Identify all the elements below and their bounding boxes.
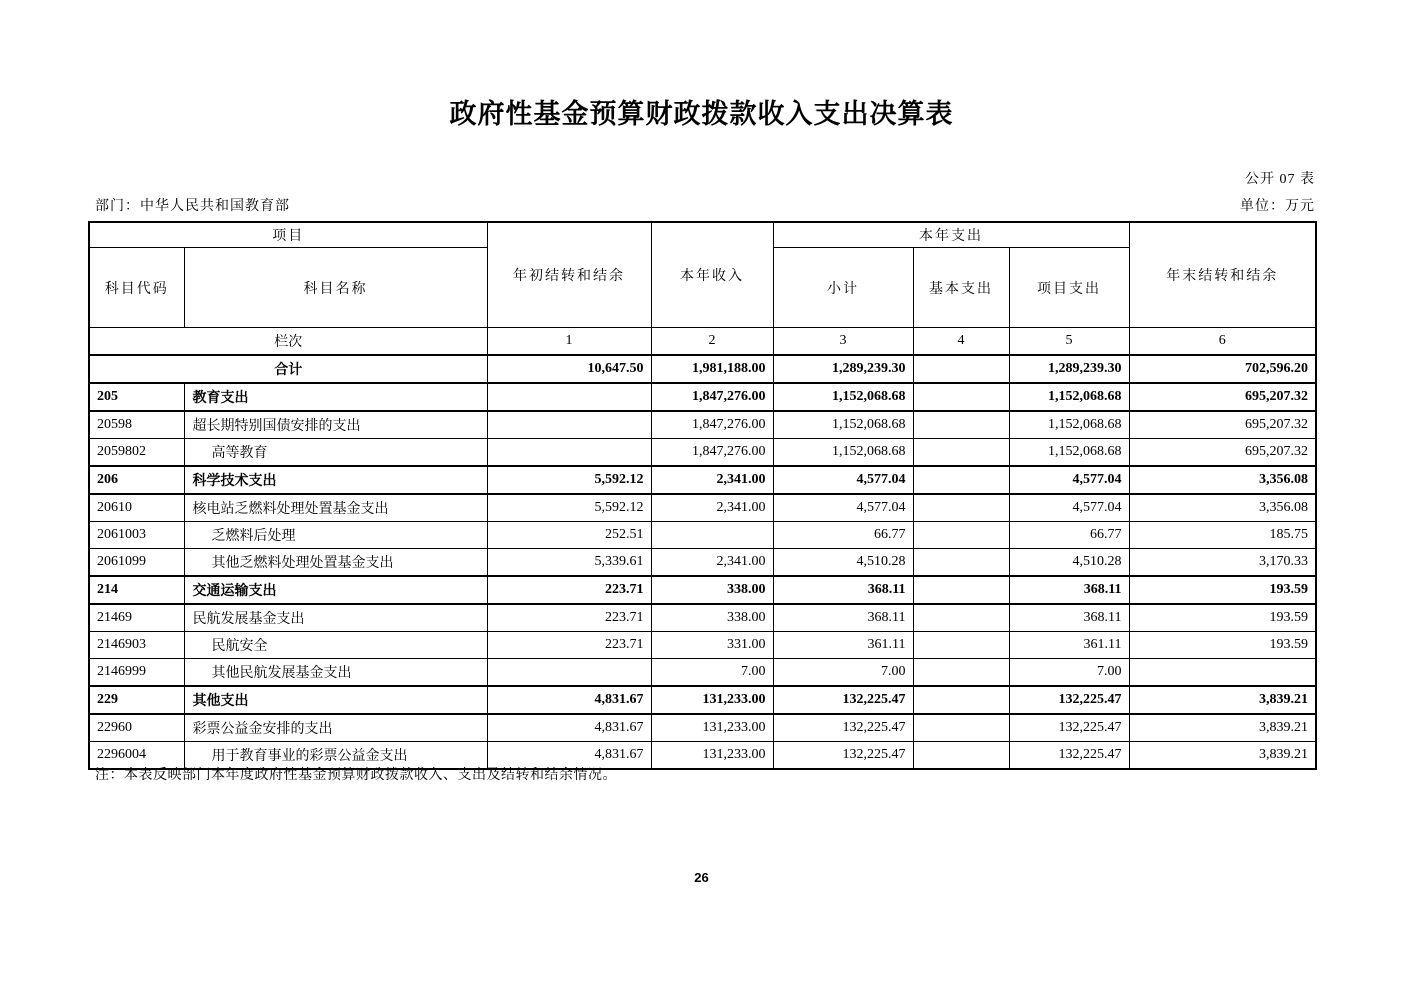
header-beginning-balance: 年初结转和结余 bbox=[487, 222, 651, 328]
value-cell: 132,225.47 bbox=[1009, 714, 1129, 742]
subject-name-cell: 民航安全 bbox=[184, 632, 487, 659]
value-cell: 3,356.08 bbox=[1129, 494, 1316, 522]
value-cell: 695,207.32 bbox=[1129, 411, 1316, 439]
value-cell: 4,510.28 bbox=[1009, 549, 1129, 577]
budget-table bbox=[88, 221, 1317, 770]
table-row bbox=[89, 439, 1316, 467]
column-index: 3 bbox=[773, 328, 913, 356]
value-cell bbox=[913, 659, 1009, 687]
value-cell bbox=[651, 522, 773, 549]
table-row bbox=[89, 604, 1316, 632]
value-cell: 2,341.00 bbox=[651, 466, 773, 494]
value-cell: 4,577.04 bbox=[773, 466, 913, 494]
value-cell: 66.77 bbox=[773, 522, 913, 549]
value-cell: 4,577.04 bbox=[1009, 494, 1129, 522]
value-cell: 223.71 bbox=[487, 604, 651, 632]
table-row bbox=[89, 522, 1316, 549]
header-subject-code: 科目代码 bbox=[89, 248, 184, 328]
value-cell: 1,152,068.68 bbox=[1009, 439, 1129, 467]
subject-name-cell: 教育支出 bbox=[184, 383, 487, 411]
value-cell: 3,839.21 bbox=[1129, 686, 1316, 714]
value-cell: 7.00 bbox=[1009, 659, 1129, 687]
value-cell: 132,225.47 bbox=[773, 686, 913, 714]
subject-code-cell: 205 bbox=[89, 383, 184, 411]
table-row bbox=[89, 383, 1316, 411]
column-index: 5 bbox=[1009, 328, 1129, 356]
value-cell: 368.11 bbox=[1009, 604, 1129, 632]
header-row-1 bbox=[89, 222, 1316, 248]
value-cell: 193.59 bbox=[1129, 604, 1316, 632]
value-cell: 4,831.67 bbox=[487, 686, 651, 714]
table-row-total bbox=[89, 355, 1316, 383]
subject-code-cell: 20598 bbox=[89, 411, 184, 439]
unit-label: 单位：万元 bbox=[1240, 199, 1315, 214]
value-cell: 1,847,276.00 bbox=[651, 383, 773, 411]
subject-code-cell: 2146999 bbox=[89, 659, 184, 687]
value-cell: 4,831.67 bbox=[487, 714, 651, 742]
column-index: 1 bbox=[487, 328, 651, 356]
value-cell: 5,592.12 bbox=[487, 494, 651, 522]
value-cell bbox=[913, 383, 1009, 411]
value-cell: 695,207.32 bbox=[1129, 383, 1316, 411]
value-cell: 331.00 bbox=[651, 632, 773, 659]
subject-name-cell: 其他乏燃料处理处置基金支出 bbox=[184, 549, 487, 577]
value-cell: 193.59 bbox=[1129, 576, 1316, 604]
subject-name-cell: 其他支出 bbox=[184, 686, 487, 714]
value-cell: 223.71 bbox=[487, 632, 651, 659]
subject-code-cell: 2059802 bbox=[89, 439, 184, 467]
value-cell bbox=[487, 659, 651, 687]
value-cell bbox=[487, 439, 651, 467]
value-cell: 4,577.04 bbox=[1009, 466, 1129, 494]
header-ending-balance: 年末结转和结余 bbox=[1129, 222, 1316, 328]
value-cell: 132,225.47 bbox=[1009, 686, 1129, 714]
value-cell: 223.71 bbox=[487, 576, 651, 604]
value-cell bbox=[913, 742, 1009, 770]
value-cell: 361.11 bbox=[1009, 632, 1129, 659]
subject-name-cell: 乏燃料后处理 bbox=[184, 522, 487, 549]
header-subtotal: 小计 bbox=[773, 248, 913, 328]
table-row bbox=[89, 659, 1316, 687]
subject-name-cell: 核电站乏燃料处理处置基金支出 bbox=[184, 494, 487, 522]
table-row bbox=[89, 549, 1316, 577]
value-cell: 5,592.12 bbox=[487, 466, 651, 494]
value-cell bbox=[913, 411, 1009, 439]
value-cell: 132,225.47 bbox=[773, 714, 913, 742]
subject-code-cell: 2146903 bbox=[89, 632, 184, 659]
table-row bbox=[89, 686, 1316, 714]
value-cell bbox=[913, 439, 1009, 467]
value-cell: 368.11 bbox=[1009, 576, 1129, 604]
page-title: 政府性基金预算财政拨款收入支出决算表 bbox=[449, 99, 954, 129]
value-cell: 252.51 bbox=[487, 522, 651, 549]
value-cell: 3,356.08 bbox=[1129, 466, 1316, 494]
subject-code-cell: 21469 bbox=[89, 604, 184, 632]
value-cell bbox=[487, 411, 651, 439]
value-cell bbox=[913, 686, 1009, 714]
header-current-expenditure: 本年支出 bbox=[773, 222, 1129, 248]
value-cell bbox=[913, 494, 1009, 522]
subject-name-cell: 彩票公益金安排的支出 bbox=[184, 714, 487, 742]
value-cell: 368.11 bbox=[773, 576, 913, 604]
value-cell: 338.00 bbox=[651, 576, 773, 604]
value-cell: 4,510.28 bbox=[773, 549, 913, 577]
value-cell: 66.77 bbox=[1009, 522, 1129, 549]
table-row bbox=[89, 714, 1316, 742]
subject-name-cell: 高等教育 bbox=[184, 439, 487, 467]
value-cell: 1,152,068.68 bbox=[773, 411, 913, 439]
column-index-row bbox=[89, 328, 1316, 356]
value-cell: 1,847,276.00 bbox=[651, 439, 773, 467]
value-cell: 5,339.61 bbox=[487, 549, 651, 577]
value-cell bbox=[913, 632, 1009, 659]
header-project: 项目 bbox=[89, 222, 487, 248]
subject-code-cell: 214 bbox=[89, 576, 184, 604]
value-cell bbox=[913, 466, 1009, 494]
table-row bbox=[89, 576, 1316, 604]
value-cell: 4,577.04 bbox=[773, 494, 913, 522]
value-cell: 361.11 bbox=[773, 632, 913, 659]
subject-name-cell: 民航发展基金支出 bbox=[184, 604, 487, 632]
footnote: 注：本表反映部门本年度政府性基金预算财政拨款收入、支出及结转和结余情况。 bbox=[95, 768, 617, 783]
value-cell: 702,596.20 bbox=[1129, 355, 1316, 383]
value-cell: 3,839.21 bbox=[1129, 714, 1316, 742]
value-cell bbox=[1129, 659, 1316, 687]
value-cell: 338.00 bbox=[651, 604, 773, 632]
value-cell: 132,225.47 bbox=[1009, 742, 1129, 770]
value-cell bbox=[913, 522, 1009, 549]
meta-row bbox=[95, 195, 1315, 215]
subject-name-cell: 用于教育事业的彩票公益金支出 bbox=[184, 742, 487, 770]
value-cell: 3,170.33 bbox=[1129, 549, 1316, 577]
value-cell: 1,152,068.68 bbox=[773, 383, 913, 411]
value-cell: 1,847,276.00 bbox=[651, 411, 773, 439]
value-cell bbox=[913, 604, 1009, 632]
value-cell: 3,839.21 bbox=[1129, 742, 1316, 770]
page-number: 26 bbox=[694, 870, 709, 885]
subject-code-cell: 20610 bbox=[89, 494, 184, 522]
header-project-expenditure: 项目支出 bbox=[1009, 248, 1129, 328]
value-cell: 10,647.50 bbox=[487, 355, 651, 383]
value-cell: 4,831.67 bbox=[487, 742, 651, 770]
value-cell: 7.00 bbox=[651, 659, 773, 687]
table-row bbox=[89, 411, 1316, 439]
value-cell: 1,152,068.68 bbox=[1009, 411, 1129, 439]
value-cell bbox=[913, 355, 1009, 383]
subject-code-cell: 2061003 bbox=[89, 522, 184, 549]
subject-code-cell: 229 bbox=[89, 686, 184, 714]
column-index: 2 bbox=[651, 328, 773, 356]
value-cell: 368.11 bbox=[773, 604, 913, 632]
value-cell: 1,152,068.68 bbox=[773, 439, 913, 467]
subject-name-cell: 超长期特别国债安排的支出 bbox=[184, 411, 487, 439]
value-cell: 2,341.00 bbox=[651, 494, 773, 522]
table-row bbox=[89, 632, 1316, 659]
value-cell bbox=[913, 576, 1009, 604]
table-row bbox=[89, 494, 1316, 522]
value-cell: 1,289,239.30 bbox=[1009, 355, 1129, 383]
value-cell: 2,341.00 bbox=[651, 549, 773, 577]
subject-code-cell: 2061099 bbox=[89, 549, 184, 577]
value-cell bbox=[913, 714, 1009, 742]
total-label-cell: 合计 bbox=[89, 355, 487, 383]
table-row bbox=[89, 466, 1316, 494]
value-cell: 695,207.32 bbox=[1129, 439, 1316, 467]
value-cell bbox=[913, 549, 1009, 577]
value-cell: 193.59 bbox=[1129, 632, 1316, 659]
subject-name-cell: 交通运输支出 bbox=[184, 576, 487, 604]
value-cell: 185.75 bbox=[1129, 522, 1316, 549]
subject-name-cell: 科学技术支出 bbox=[184, 466, 487, 494]
value-cell: 132,225.47 bbox=[773, 742, 913, 770]
department-label: 部门：中华人民共和国教育部 bbox=[95, 199, 290, 214]
value-cell: 131,233.00 bbox=[651, 686, 773, 714]
subject-code-cell: 2296004 bbox=[89, 742, 184, 770]
subject-code-cell: 206 bbox=[89, 466, 184, 494]
value-cell: 1,289,239.30 bbox=[773, 355, 913, 383]
value-cell bbox=[487, 383, 651, 411]
table-code-label: 公开 07 表 bbox=[1245, 172, 1315, 187]
subject-name-cell: 其他民航发展基金支出 bbox=[184, 659, 487, 687]
value-cell: 131,233.00 bbox=[651, 742, 773, 770]
column-index: 4 bbox=[913, 328, 1009, 356]
value-cell: 7.00 bbox=[773, 659, 913, 687]
value-cell: 1,981,188.00 bbox=[651, 355, 773, 383]
column-index: 6 bbox=[1129, 328, 1316, 356]
header-subject-name: 科目名称 bbox=[184, 248, 487, 328]
value-cell: 131,233.00 bbox=[651, 714, 773, 742]
subject-code-cell: 22960 bbox=[89, 714, 184, 742]
value-cell: 1,152,068.68 bbox=[1009, 383, 1129, 411]
column-index-label: 栏次 bbox=[89, 328, 487, 356]
header-basic-expenditure: 基本支出 bbox=[913, 248, 1009, 328]
header-current-income: 本年收入 bbox=[651, 222, 773, 328]
